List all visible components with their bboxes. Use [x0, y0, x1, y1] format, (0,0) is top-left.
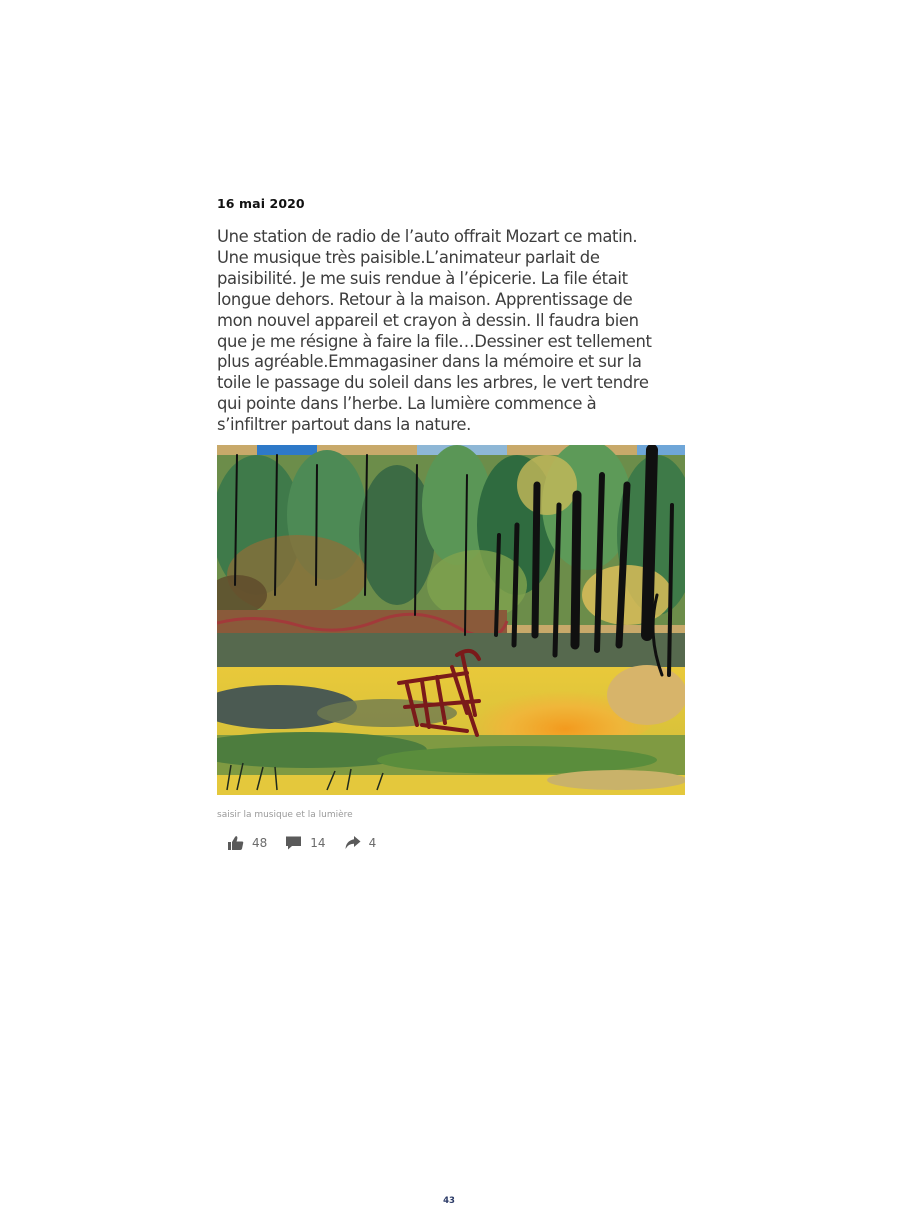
share-count: 4 — [368, 836, 377, 851]
post-body-line: s’infiltrer partout dans la nature. — [217, 415, 471, 435]
share-arrow-icon — [344, 835, 361, 851]
post-body-line: plus agréable.Emmagasiner dans la mémoire et sur la — [217, 352, 642, 372]
post-body-line: paisibilité. Je me suis rendue à l’épicerie. La file était — [217, 268, 628, 288]
post-body-line: longue dehors. Retour à la maison. Apprentissage de — [217, 289, 633, 309]
post-body — [217, 227, 687, 436]
post-date: 16 mai 2020 — [217, 196, 305, 211]
comment-count: 14 — [310, 836, 326, 851]
image-caption: saisir la musique et la lumière — [217, 810, 353, 821]
comment-bubble-icon — [285, 835, 302, 851]
reactions-bar — [227, 835, 687, 851]
post-body-line: qui pointe dans l’herbe. La lumière commence à — [217, 394, 597, 414]
forest-painting-image — [217, 445, 685, 795]
journal-post — [217, 196, 687, 851]
comment-button[interactable] — [285, 835, 325, 851]
post-body-line: Une musique très paisible.L’animateur parlait de — [217, 247, 600, 267]
post-body-line: que je me résigne à faire la file…Dessiner est tellement — [217, 331, 652, 351]
share-button[interactable] — [344, 835, 377, 851]
like-count: 48 — [252, 836, 268, 851]
post-body-line: mon nouvel appareil et crayon à dessin. Il faudra bien — [217, 310, 639, 330]
like-button[interactable] — [227, 835, 267, 851]
post-body-line: toile le passage du soleil dans les arbres, le vert tendre — [217, 373, 649, 393]
post-body-line: Une station de radio de l’auto offrait Mozart ce matin. — [217, 227, 638, 246]
thumbs-up-icon — [227, 835, 244, 851]
page-number: 43 — [443, 1196, 455, 1206]
